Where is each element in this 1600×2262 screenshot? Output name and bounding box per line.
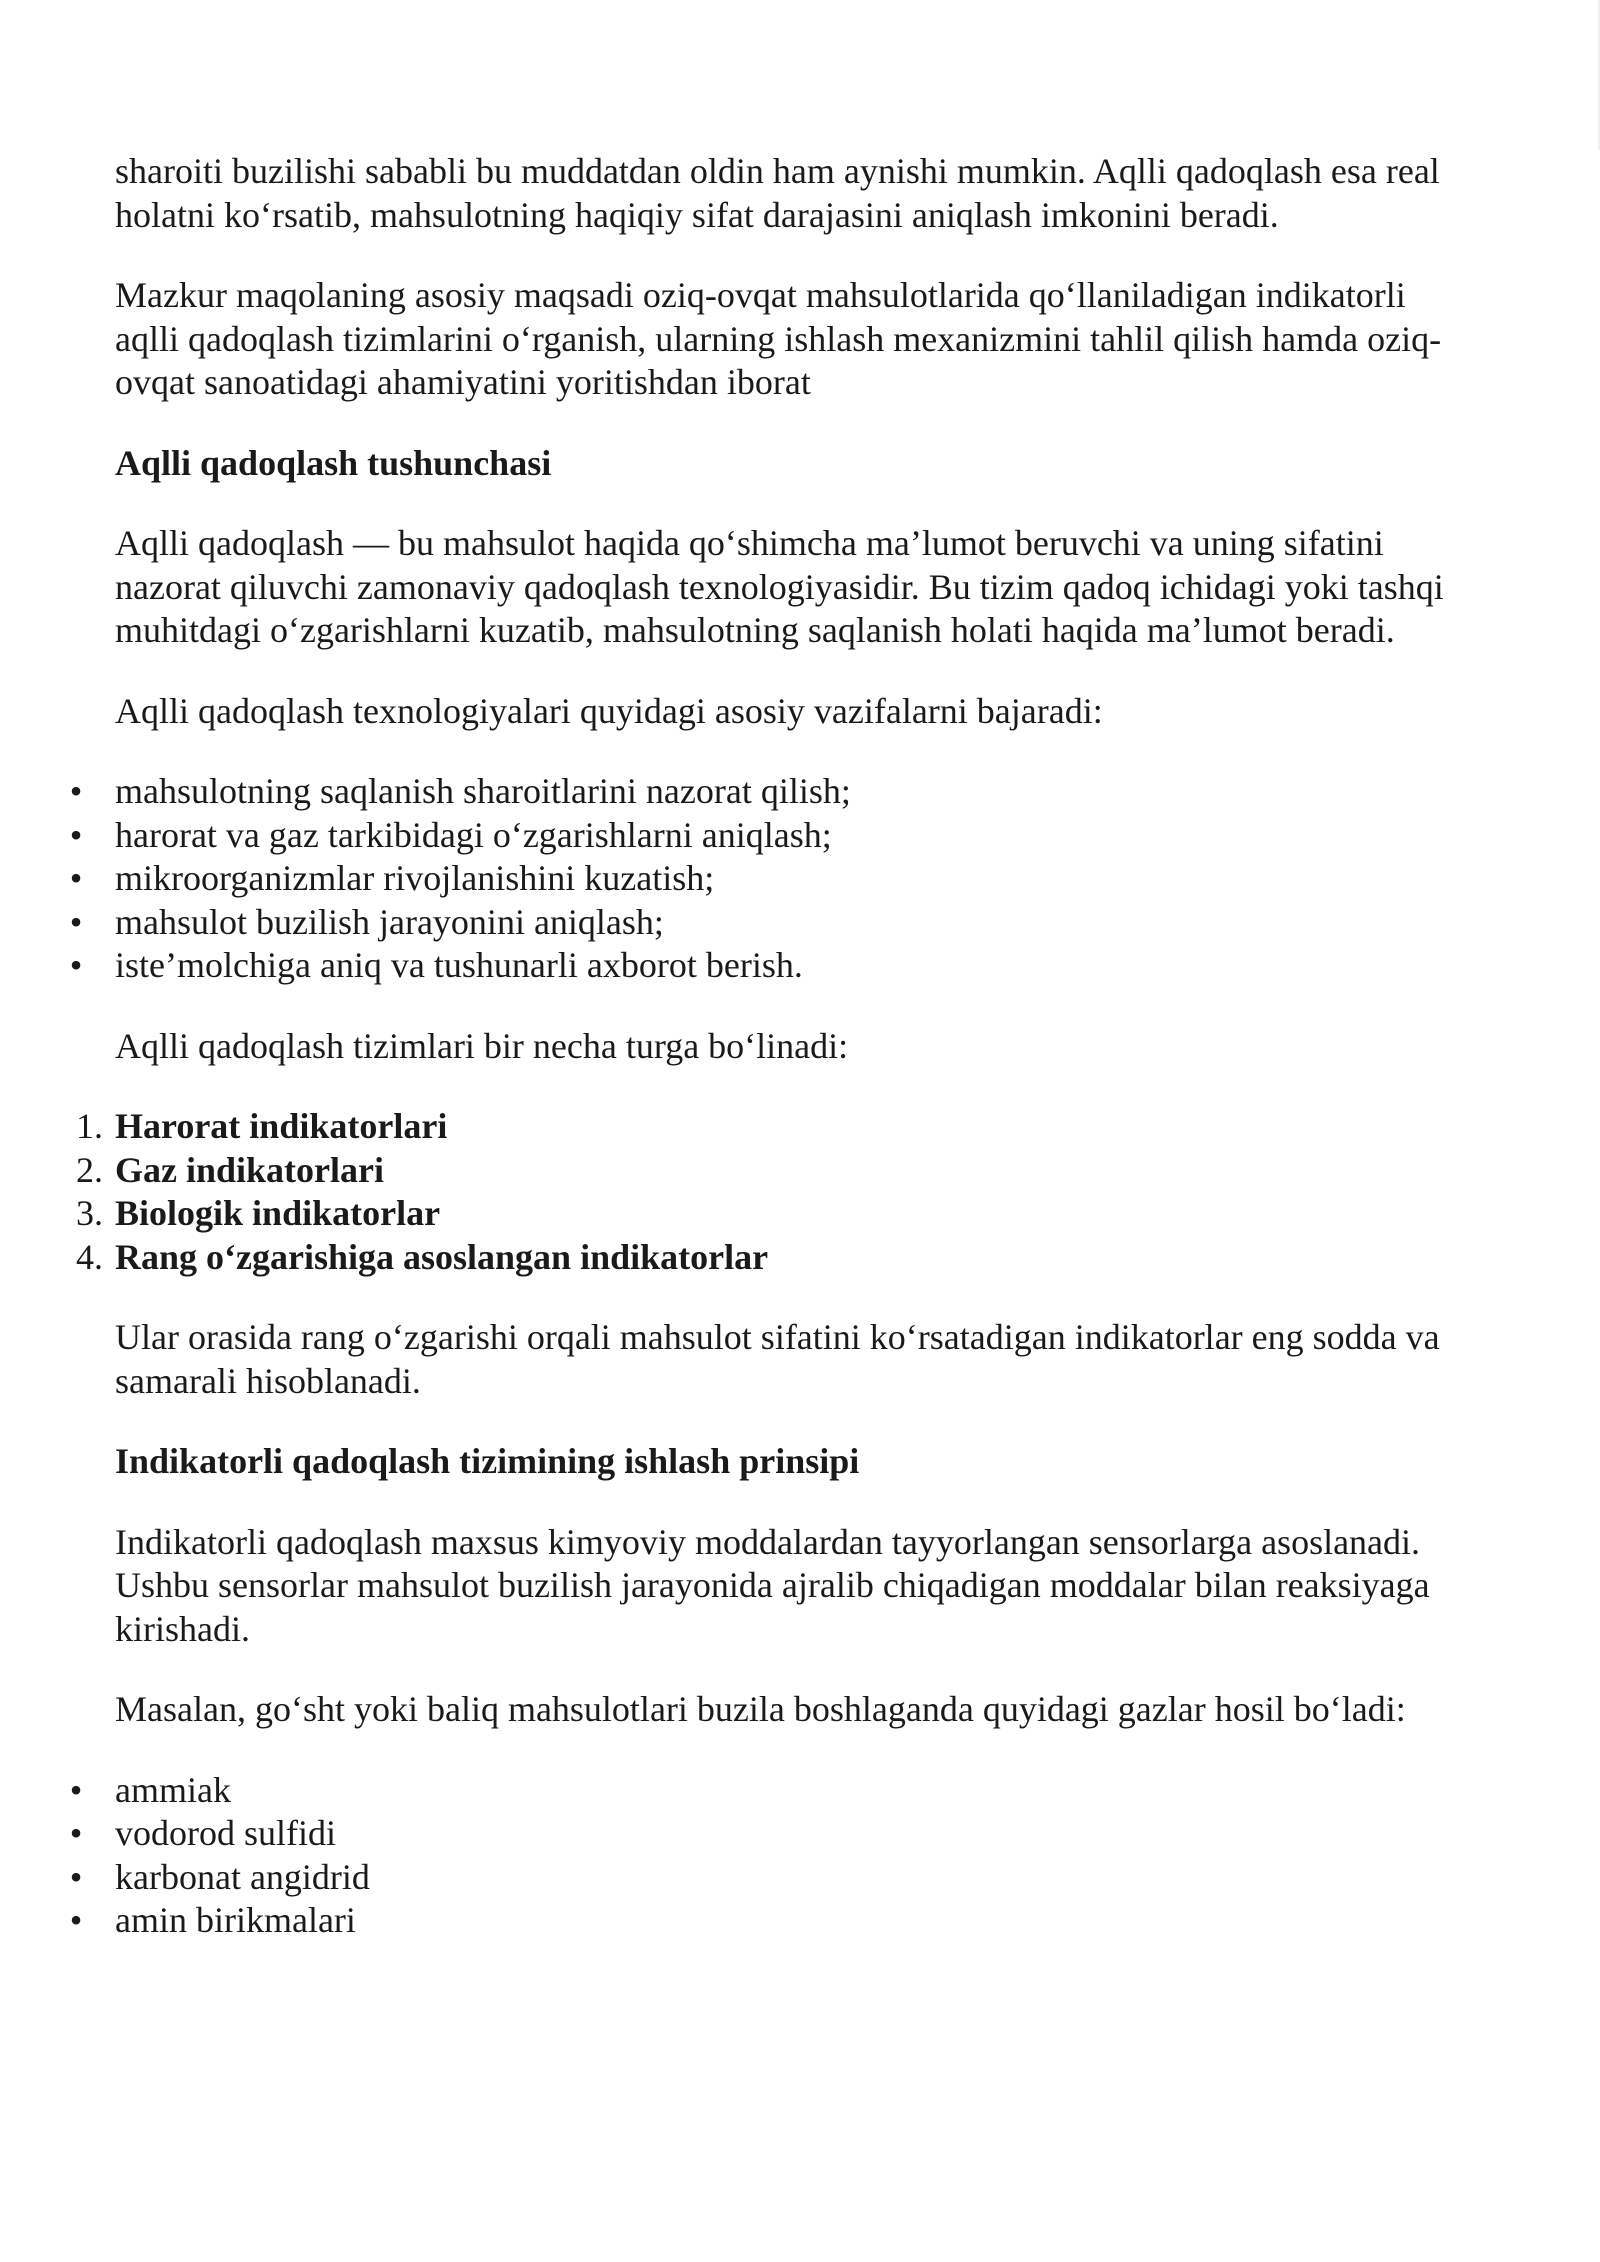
bullet-icon: • [69, 1900, 83, 1940]
list-item-text: Harorat indikatorlari [115, 1106, 448, 1146]
list-item [69, 901, 1455, 945]
list-item [69, 857, 1455, 901]
list-number: 4. [76, 1236, 103, 1277]
section-heading-smart-packaging: Aqlli qadoqlash tushunchasi [115, 442, 552, 483]
list-item-text: mahsulot buzilish jarayonini aniqlash; [115, 901, 664, 942]
list-item-text: mikroorganizmlar rivojlanishini kuzatish; [115, 858, 715, 898]
bullet-icon: • [69, 901, 83, 942]
bullet-icon: • [69, 1769, 83, 1810]
gases-list [69, 1769, 1455, 1943]
document-body [69, 150, 1455, 1980]
list-number: 2. [76, 1149, 103, 1190]
list-item-text: vodorod sulfidi [115, 1813, 336, 1853]
list-item-text: Biologik indikatorlar [115, 1193, 441, 1233]
list-number: 1. [76, 1106, 103, 1146]
definition-paragraph: Aqlli qadoqlash — bu mahsulot haqida qo‘shimcha ma’lumot beruvchi va uning sifatini nazorat qiluvchi zamonaviy qadoqlash texnologiyasidir. Bu tizim qadoq ichidagi yoki tashqi muhitdagi o‘zgarishlarni kuzatib, mahsulotning saqlanish holati haqida ma’lumot beradi. [115, 523, 1444, 650]
list-item [76, 1105, 1455, 1149]
list-item [69, 1812, 1455, 1856]
bullet-icon: • [69, 771, 83, 811]
tasks-intro-paragraph: Aqlli qadoqlash texnologiyalari quyidagi asosiy vazifalarni bajaradi: [115, 690, 1103, 731]
list-item [69, 1769, 1455, 1813]
list-item [69, 770, 1455, 814]
list-item-text: Rang o‘zgarishiga asoslangan indikatorlar [115, 1236, 769, 1277]
list-item [76, 1236, 1455, 1280]
gases-intro-paragraph: Masalan, go‘sht yoki baliq mahsulotlari buzila boshlaganda quyidagi gazlar hosil bo‘ladi: [115, 1689, 1406, 1729]
list-item [69, 1899, 1455, 1943]
list-item-text: ammiak [115, 1769, 231, 1810]
bullet-icon: • [69, 814, 83, 855]
list-item [76, 1192, 1455, 1236]
list-item-text: amin birikmalari [115, 1900, 356, 1940]
types-list [76, 1105, 1455, 1279]
bullet-icon: • [69, 1813, 83, 1853]
types-outro-paragraph: Ular orasida rang o‘zgarishi orqali mahsulot sifatini ko‘rsatadigan indikatorlar eng sodda va samarali hisoblanadi. [115, 1317, 1440, 1401]
bullet-icon: • [69, 858, 83, 898]
list-item-text: mahsulotning saqlanish sharoitlarini nazorat qilish; [115, 771, 851, 811]
list-item [69, 944, 1455, 988]
list-item-text: karbonat angidrid [115, 1856, 370, 1897]
list-item [69, 1856, 1455, 1900]
sensor-paragraph: Indikatorli qadoqlash maxsus kimyoviy moddalardan tayyorlangan sensorlarga asoslanadi. Ushbu sensorlar mahsulot buzilish jarayonida ajralib chiqadigan moddalar bilan reaksiyaga kirishadi. [115, 1521, 1430, 1649]
intro-paragraph-2: Mazkur maqolaning asosiy maqsadi oziq-ovqat mahsulotlarida qo‘llaniladigan indikatorli aqlli qadoqlash tizimlarini o‘rganish, ularning ishlash mexanizmini tahlil qilish hamda oziq-ovqat sanoatidagi ahamiyatini yoritishdan iborat [115, 275, 1442, 402]
bullet-icon: • [69, 945, 83, 985]
list-number: 3. [76, 1193, 103, 1233]
types-intro-paragraph: Aqlli qadoqlash tizimlari bir necha turga bo‘linadi: [115, 1025, 849, 1066]
list-item-text: iste’molchiga aniq va tushunarli axborot berish. [115, 945, 803, 985]
list-item [76, 1149, 1455, 1193]
list-item-text: Gaz indikatorlari [115, 1149, 384, 1190]
intro-paragraph-1: sharoiti buzilishi sababli bu muddatdan oldin ham aynishi mumkin. Aqlli qadoqlash esa real holatni ko‘rsatib, mahsulotning haqiqiy sifat darajasini aniqlash imkonini beradi. [115, 151, 1440, 235]
list-item [69, 814, 1455, 858]
list-item-text: harorat va gaz tarkibidagi o‘zgarishlarni aniqlash; [115, 814, 832, 855]
tasks-list [69, 770, 1455, 988]
bullet-icon: • [69, 1856, 83, 1897]
section-heading-working-principle: Indikatorli qadoqlash tizimining ishlash prinsipi [115, 1441, 860, 1481]
